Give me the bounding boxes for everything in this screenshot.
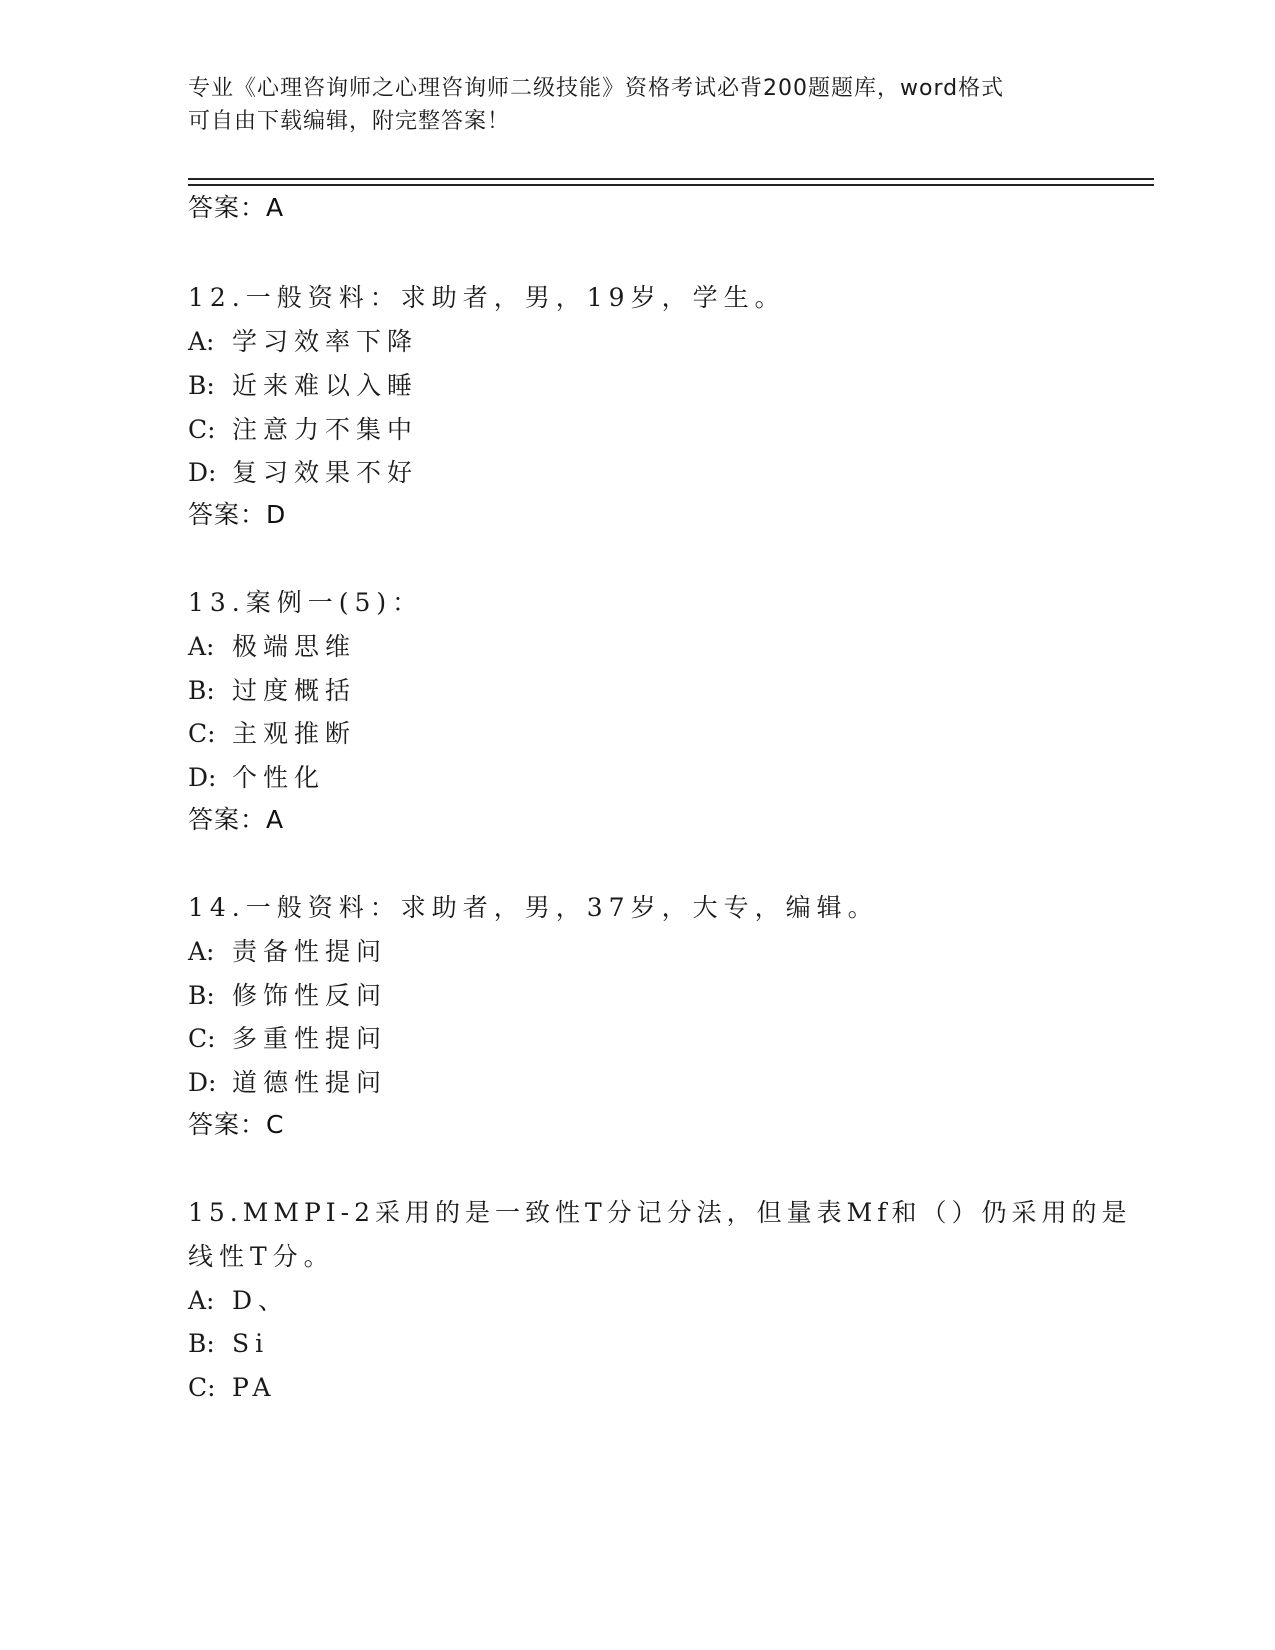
option-text: 道德性提问 xyxy=(232,1068,388,1097)
option-letter: A: xyxy=(188,1286,215,1315)
question-13-option-a xyxy=(188,631,356,663)
option-text: 个性化 xyxy=(232,763,326,792)
option-text: 近来难以入睡 xyxy=(232,371,419,400)
option-letter: C: xyxy=(188,1373,216,1402)
question-15-stem-line-2: 线性T分。 xyxy=(188,1242,335,1271)
option-text: 注意力不集中 xyxy=(232,415,419,444)
header-rule-top xyxy=(188,178,1154,180)
question-12-stem: 12.一般资料：求助者，男，19岁，学生。 xyxy=(188,283,786,312)
option-text: 责备性提问 xyxy=(232,937,388,966)
answer-12: 答案：D xyxy=(188,500,287,529)
document-header xyxy=(188,72,1088,138)
question-12-option-b xyxy=(188,370,418,402)
option-letter: A: xyxy=(188,937,215,966)
question-14-stem: 14.一般资料：求助者，男，37岁，大专，编辑。 xyxy=(188,893,879,922)
option-text: Si xyxy=(232,1329,270,1358)
answer-14: 答案：C xyxy=(188,1110,285,1139)
question-15-stem-line-1: 15.MMPI-2采用的是一致性T分记分法，但量表Mf和（）仍采用的是 xyxy=(188,1198,1132,1227)
option-letter: A: xyxy=(188,327,215,356)
option-text: 极端思维 xyxy=(232,632,357,661)
question-13-option-b xyxy=(188,675,356,707)
question-12-option-d xyxy=(188,457,418,489)
option-letter: B: xyxy=(188,371,215,400)
option-text: 学习效率下降 xyxy=(232,327,419,356)
option-letter: B: xyxy=(188,676,215,705)
question-14-option-a xyxy=(188,936,387,968)
header-line-2: 可自由下载编辑，附完整答案！ xyxy=(188,109,511,134)
option-letter: C: xyxy=(188,1024,216,1053)
question-14-option-b xyxy=(188,980,387,1012)
question-15-option-a xyxy=(188,1285,289,1317)
question-13-stem: 13.案例一(5)： xyxy=(188,588,424,617)
answer-13: 答案：A xyxy=(188,805,285,834)
question-15-option-b xyxy=(188,1328,269,1360)
option-text: PA xyxy=(232,1373,277,1402)
option-letter: C: xyxy=(188,415,216,444)
question-13-option-d xyxy=(188,762,325,794)
question-13-option-c xyxy=(188,718,356,750)
option-text: 多重性提问 xyxy=(232,1024,388,1053)
question-12-option-a xyxy=(188,326,418,358)
option-letter: B: xyxy=(188,1329,215,1358)
option-letter: A: xyxy=(188,632,215,661)
option-text: 主观推断 xyxy=(232,719,357,748)
option-letter: D: xyxy=(188,458,217,487)
option-letter: B: xyxy=(188,981,215,1010)
option-letter: D: xyxy=(188,763,217,792)
option-letter: C: xyxy=(188,719,216,748)
answer-11: 答案：A xyxy=(188,193,285,222)
option-letter: D: xyxy=(188,1068,217,1097)
question-14-option-d xyxy=(188,1067,387,1099)
option-text: D、 xyxy=(232,1286,290,1315)
option-text: 修饰性反问 xyxy=(232,981,388,1010)
option-text: 过度概括 xyxy=(232,676,357,705)
question-14-option-c xyxy=(188,1023,387,1055)
question-12-option-c xyxy=(188,414,418,446)
header-rule-bottom xyxy=(188,184,1154,186)
question-15-option-c xyxy=(188,1372,277,1404)
header-line-1: 专业《心理咨询师之心理咨询师二级技能》资格考试必背200题题库，word格式 xyxy=(188,76,1005,101)
option-text: 复习效果不好 xyxy=(232,458,419,487)
